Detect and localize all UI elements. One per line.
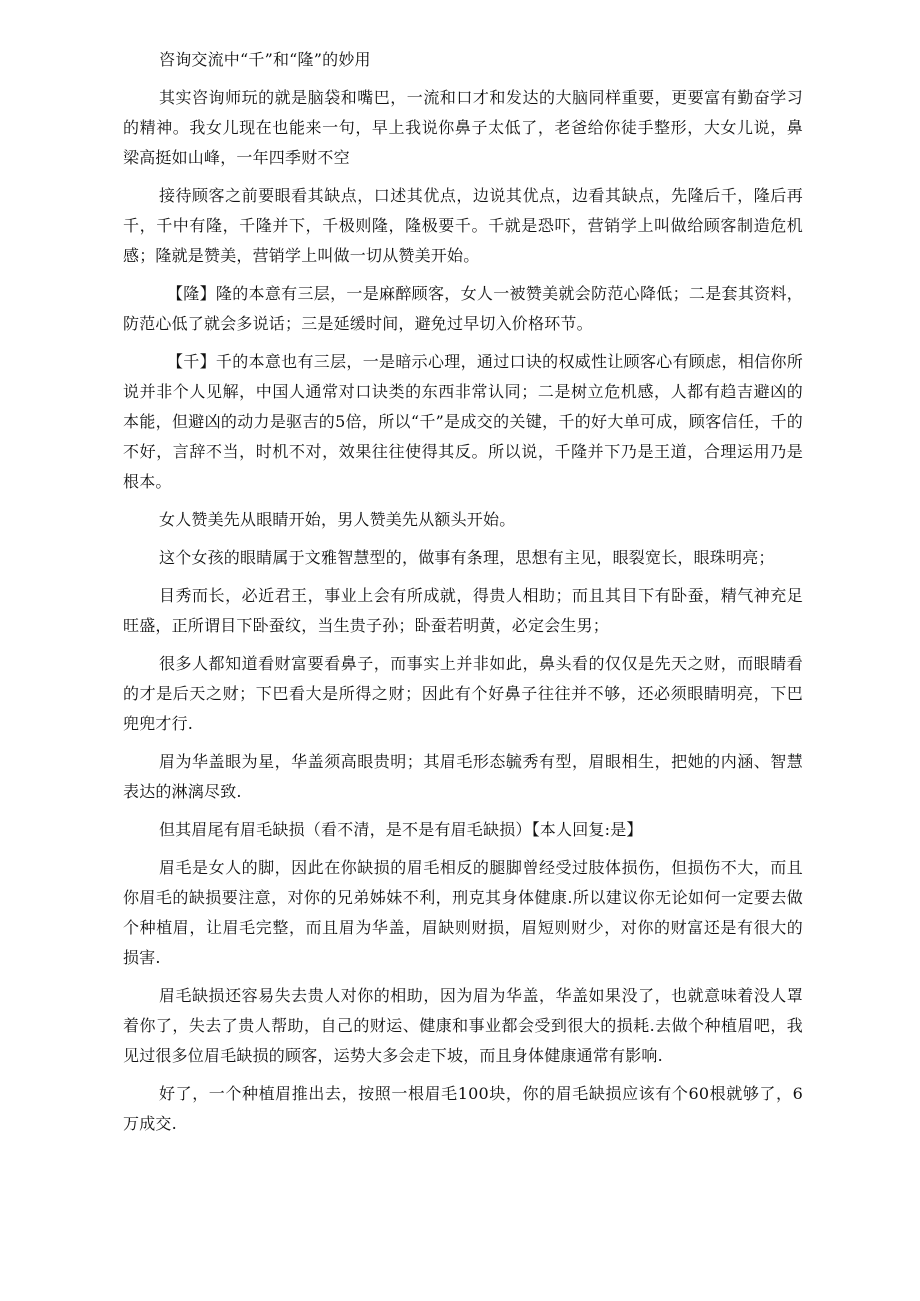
paragraph-eyebrow-benefactor: 眉毛缺损还容易失去贵人对你的相助，因为眉为华盖，华盖如果没了，也就意味着没人罩着你了，失去了贵人帮助，自己的财运、健康和事业都会受到很大的损耗.去做个种植眉吧，我见过很多位眉毛缺损的顾客，运势大多会走下坡，而且身体健康通常有影响. xyxy=(123,986,803,1065)
document-body xyxy=(123,45,803,1147)
paragraph-qian-meaning: 【千】千的本意也有三层，一是暗示心理，通过口诀的权威性让顾客心有顾虑，相信你所说并非个人见解，中国人通常对口诀类的东西非常认同；二是树立危机感，人都有趋吉避凶的本能，但避凶的动力是驱吉的5倍，所以“千”是成交的关键，千的好大单可成，顾客信任，千的不好，言辞不当，时机不对，效果往往使得其反。所以说，千隆并下乃是王道，合理运用乃是根本。 xyxy=(123,352,803,491)
paragraph-eyes-fortune: 目秀而长，必近君王，事业上会有所成就，得贵人相助；而且其目下有卧蚕，精气神充足旺盛，正所谓目下卧蚕纹，当生贵子孙；卧蚕若明黄，必定会生男； xyxy=(123,586,803,635)
paragraph-long-meaning: 【隆】隆的本意有三层，一是麻醉顾客，女人一被赞美就会防范心降低；二是套其资料，防范心低了就会多说话；三是延缓时间，避免过早切入价格环节。 xyxy=(123,284,803,333)
paragraph-praise-start: 女人赞美先从眼睛开始，男人赞美先从额头开始。 xyxy=(159,510,516,529)
paragraph-eyebrow-feet: 眉毛是女人的脚，因此在你缺损的眉毛相反的腿脚曾经受过肢体损伤，但损伤不大，而且你眉毛的缺损要注意，对你的兄弟姊妹不利，刑克其身体健康.所以建议你无论如何一定要去做个种植眉，让眉毛完整，而且眉为华盖，眉缺则财损，眉短则财少，对你的财富还是有很大的损害. xyxy=(123,858,803,967)
paragraph-eyebrow-star: 眉为华盖眼为星，华盖须高眼贵明；其眉毛形态毓秀有型，眉眼相生，把她的内涵、智慧表达的淋漓尽致. xyxy=(123,752,803,801)
paragraph-eyebrow-defect-question: 但其眉尾有眉毛缺损（看不清，是不是有眉毛缺损）【本人回复:是】 xyxy=(159,820,643,839)
paragraph-eyes-type: 这个女孩的眼睛属于文雅智慧型的，做事有条理，思想有主见，眼裂宽长，眼珠明亮； xyxy=(159,548,775,567)
page-title: 咨询交流中“千”和“隆”的妙用 xyxy=(159,50,371,69)
paragraph-deal-closing: 好了，一个种植眉推出去，按照一根眉毛100块，你的眉毛缺损应该有个60根就够了，6万成交. xyxy=(123,1084,803,1133)
paragraph-reception-method: 接待顾客之前要眼看其缺点，口述其优点，边说其优点，边看其缺点，先隆后千，隆后再千，千中有隆，千隆并下，千极则隆，隆极要千。千就是恐吓，营销学上叫做给顾客制造危机感；隆就是赞美，营销学上叫做一切从赞美开始。 xyxy=(123,186,803,265)
paragraph-nose-wealth: 很多人都知道看财富要看鼻子，而事实上并非如此，鼻头看的仅仅是先天之财，而眼睛看的才是后天之财；下巴看大是所得之财；因此有个好鼻子往往并不够，还必须眼睛明亮，下巴兜兜才行. xyxy=(123,654,803,733)
paragraph-consultant-skills: 其实咨询师玩的就是脑袋和嘴巴，一流和口才和发达的大脑同样重要，更要富有勤奋学习的精神。我女儿现在也能来一句，早上我说你鼻子太低了，老爸给你徒手整形，大女儿说，鼻梁高挺如山峰，一年四季财不空 xyxy=(123,88,803,167)
